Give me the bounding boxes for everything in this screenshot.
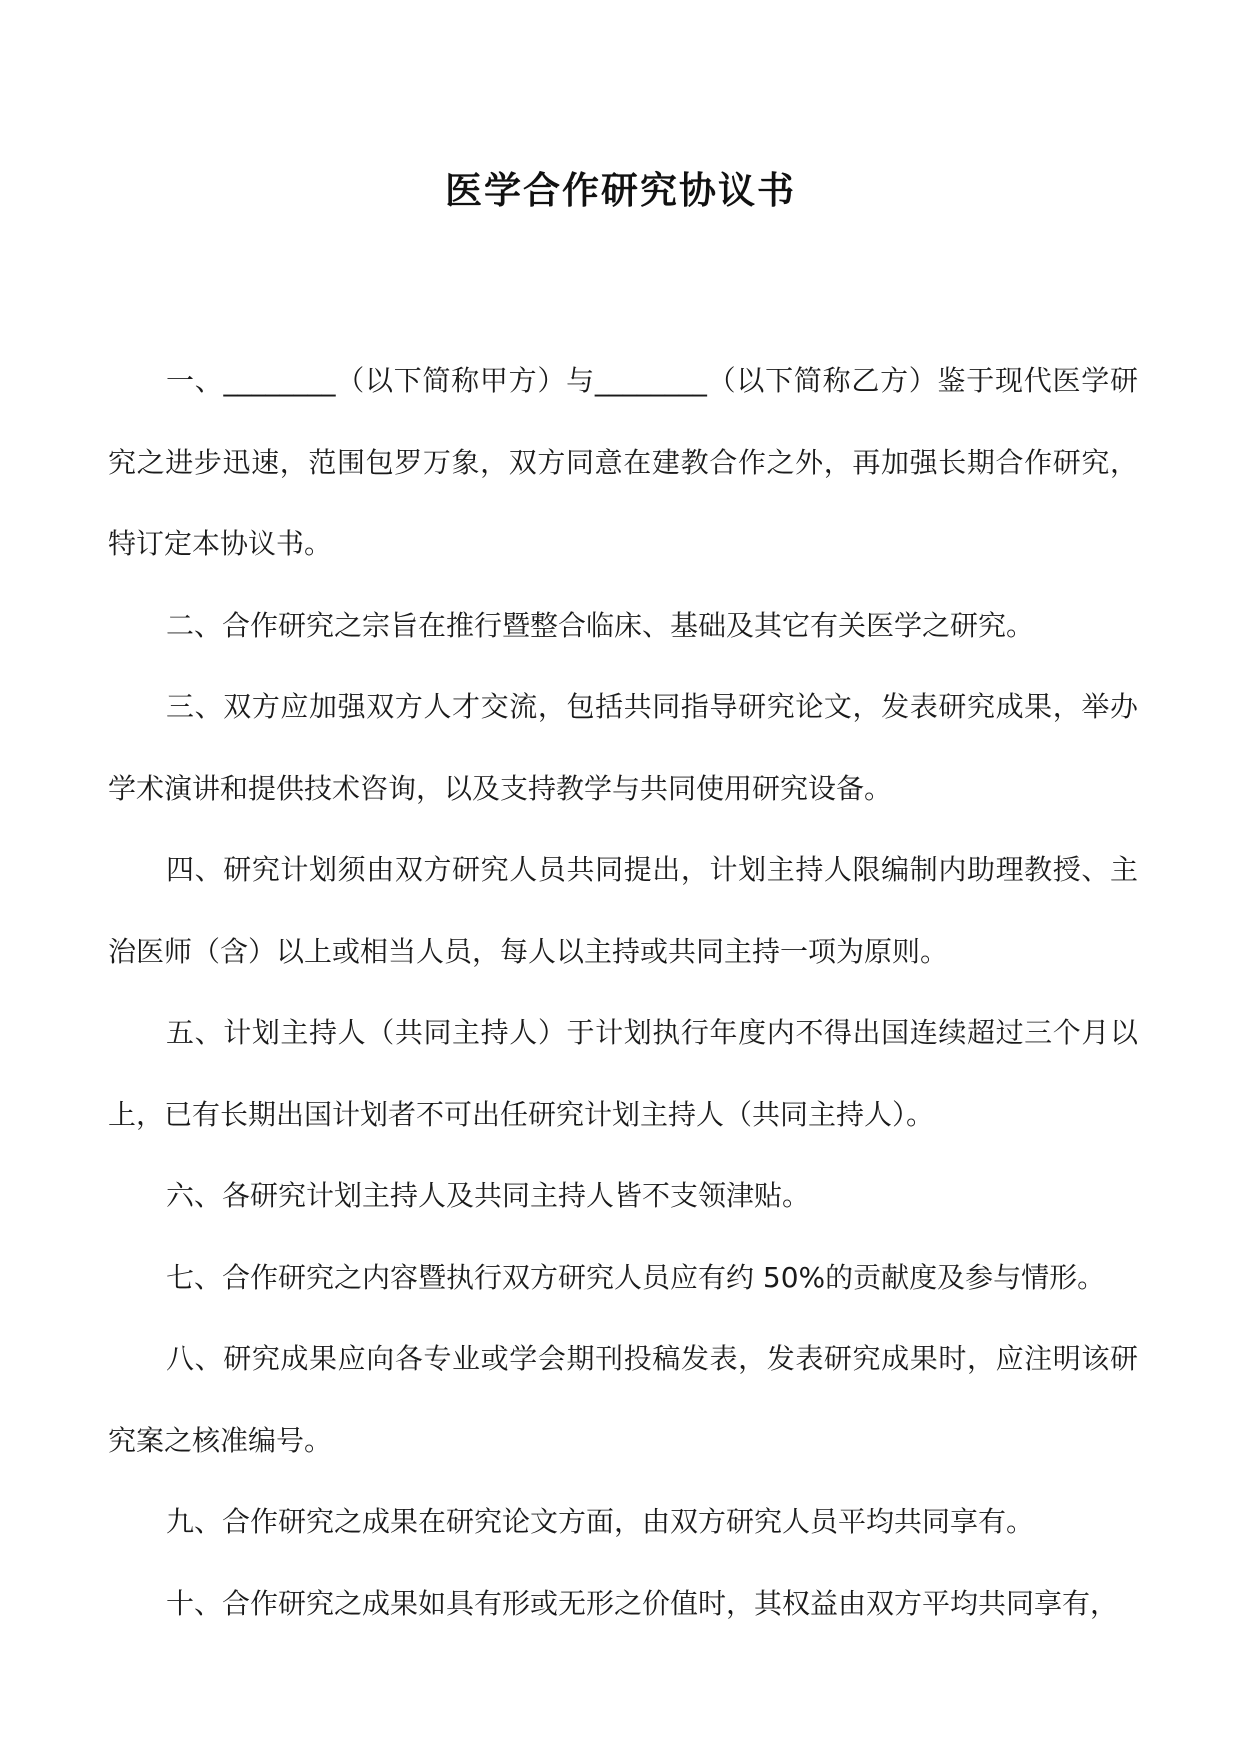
clause-8: 八、研究成果应向各专业或学会期刊投稿发表，发表研究成果时，应注明该研究案之核准编号。 (108, 1342, 1138, 1457)
document-body (108, 340, 1138, 1644)
clause-6: 六、各研究计划主持人及共同主持人皆不支领津贴。 (166, 1179, 811, 1212)
clause-7: 七、合作研究之内容暨执行双方研究人员应有约 50%的贡献度及参与情形。 (166, 1260, 1106, 1294)
clause-2: 二、合作研究之宗旨在推行暨整合临床、基础及其它有关医学之研究。 (166, 608, 1035, 642)
clause-10: 十、合作研究之成果如具有形或无形之价值时，其权益由双方平均共同享有， (166, 1586, 1119, 1620)
clause-4: 四、研究计划须由双方研究人员共同提出，计划主持人限编制内助理教授、主治医师（含）以上或相当人员，每人以主持或共同主持一项为原则。 (108, 853, 1138, 968)
clause-9: 九、合作研究之成果在研究论文方面，由双方研究人员平均共同享有。 (166, 1505, 1035, 1538)
clause-3: 三、双方应加强双方人才交流，包括共同指导研究论文，发表研究成果，举办学术演讲和提供技术咨询，以及支持教学与共同使用研究设备。 (108, 690, 1138, 805)
clause-1: 一、________（以下简称甲方）与________（以下简称乙方）鉴于现代医学研究之进步迅速，范围包罗万象，双方同意在建教合作之外，再加强长期合作研究，特订定本协议书。 (108, 364, 1138, 560)
document-title: 医学合作研究协议书 (445, 169, 796, 212)
clause-5: 五、计划主持人（共同主持人）于计划执行年度内不得出国连续超过三个月以上，已有长期出国计划者不可出任研究计划主持人（共同主持人）。 (108, 1016, 1138, 1131)
